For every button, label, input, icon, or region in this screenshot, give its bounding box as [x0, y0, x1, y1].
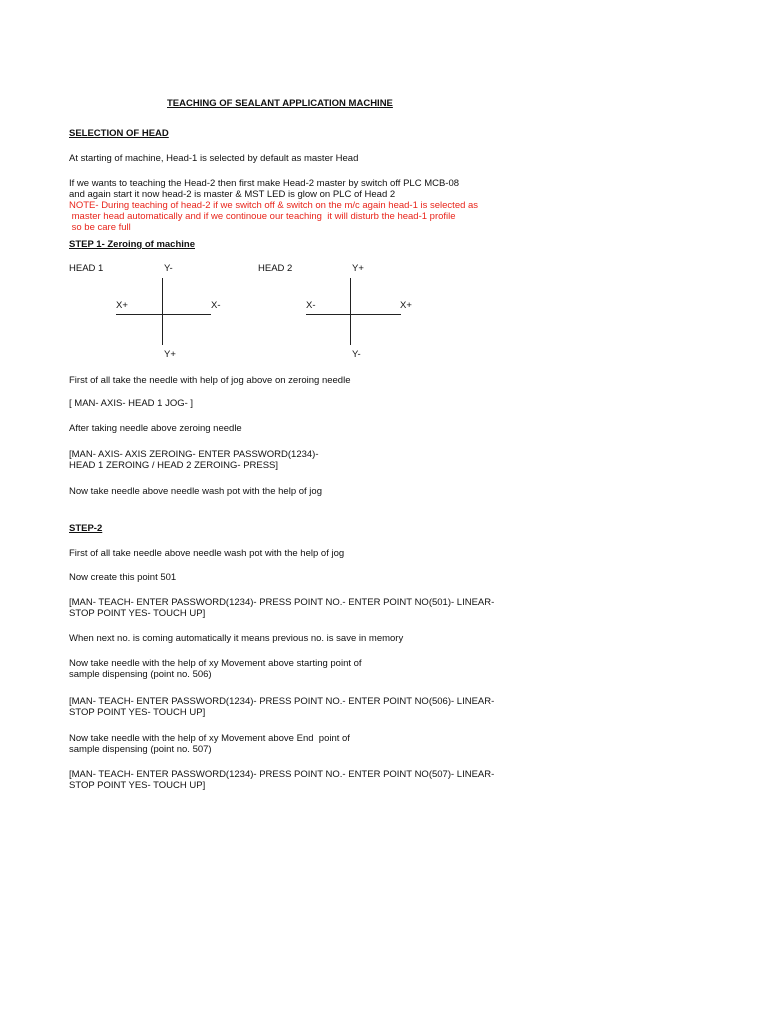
head1-right-axis-label: X- [211, 300, 221, 311]
step2-paragraph-2: Now create this point 501 [69, 572, 177, 583]
step2-paragraph-1: First of all take needle above needle wash pot with the help of jog [69, 548, 345, 559]
head2-label: HEAD 2 [258, 263, 293, 274]
selection-heading: SELECTION OF HEAD [69, 128, 169, 139]
note-line1: NOTE- During teaching of head-2 if we switch off & switch on the m/c again head-1 is selected as [69, 200, 479, 211]
document-title: TEACHING OF SEALANT APPLICATION MACHINE [167, 98, 393, 109]
note-line3: so be care full [69, 222, 131, 233]
head2-y-axis-line [350, 278, 351, 345]
step1-paragraph-3: After taking needle above zeroing needle [69, 423, 242, 434]
step2-command-506-line1: [MAN- TEACH- ENTER PASSWORD(1234)- PRESS POINT NO.- ENTER POINT NO(506)- LINEAR- [69, 696, 495, 707]
head1-label: HEAD 1 [69, 263, 104, 274]
step2-command-507-line2: STOP POINT YES- TOUCH UP] [69, 780, 206, 791]
head2-paragraph-line1: If we wants to teaching the Head-2 then first make Head-2 master by switch off PLC MCB-08 [69, 178, 460, 189]
step2-heading: STEP-2 [69, 523, 103, 534]
head2-x-axis-line [306, 314, 401, 315]
step1-paragraph-1: First of all take the needle with help of jog above on zeroing needle [69, 375, 351, 386]
head1-top-axis-label: Y- [164, 263, 173, 274]
step2-paragraph-5-line2: sample dispensing (point no. 506) [69, 669, 212, 680]
head1-bottom-axis-label: Y+ [164, 349, 176, 360]
step2-command-501-line2: STOP POINT YES- TOUCH UP] [69, 608, 206, 619]
head2-bottom-axis-label: Y- [352, 349, 361, 360]
step2-paragraph-5-line1: Now take needle with the help of xy Movement above starting point of [69, 658, 362, 669]
step1-command-zeroing-line1: [MAN- AXIS- AXIS ZEROING- ENTER PASSWORD(1234)- [69, 449, 319, 460]
default-head-paragraph: At starting of machine, Head-1 is selected by default as master Head [69, 153, 359, 164]
head1-x-axis-line [116, 314, 211, 315]
head2-right-axis-label: X+ [400, 300, 412, 311]
step1-paragraph-5: Now take needle above needle wash pot with the help of jog [69, 486, 322, 497]
step2-paragraph-4: When next no. is coming automatically it means previous no. is save in memory [69, 633, 404, 644]
head1-left-axis-label: X+ [116, 300, 128, 311]
step2-command-501-line1: [MAN- TEACH- ENTER PASSWORD(1234)- PRESS POINT NO.- ENTER POINT NO(501)- LINEAR- [69, 597, 495, 608]
head2-paragraph-line2: and again start it now head-2 is master & MST LED is glow on PLC of Head 2 [69, 189, 396, 200]
step2-command-506-line2: STOP POINT YES- TOUCH UP] [69, 707, 206, 718]
step2-command-507-line1: [MAN- TEACH- ENTER PASSWORD(1234)- PRESS POINT NO.- ENTER POINT NO(507)- LINEAR- [69, 769, 495, 780]
step1-heading: STEP 1- Zeroing of machine [69, 239, 195, 250]
head1-y-axis-line [162, 278, 163, 345]
note-line2: master head automatically and if we continoue our teaching it will disturb the head-1 profile [69, 211, 456, 222]
step1-command-jog: [ MAN- AXIS- HEAD 1 JOG- ] [69, 398, 194, 409]
head2-top-axis-label: Y+ [352, 263, 364, 274]
step2-paragraph-7-line1: Now take needle with the help of xy Movement above End point of [69, 733, 350, 744]
step1-command-zeroing-line2: HEAD 1 ZEROING / HEAD 2 ZEROING- PRESS] [69, 460, 279, 471]
step2-paragraph-7-line2: sample dispensing (point no. 507) [69, 744, 212, 755]
head2-left-axis-label: X- [306, 300, 316, 311]
